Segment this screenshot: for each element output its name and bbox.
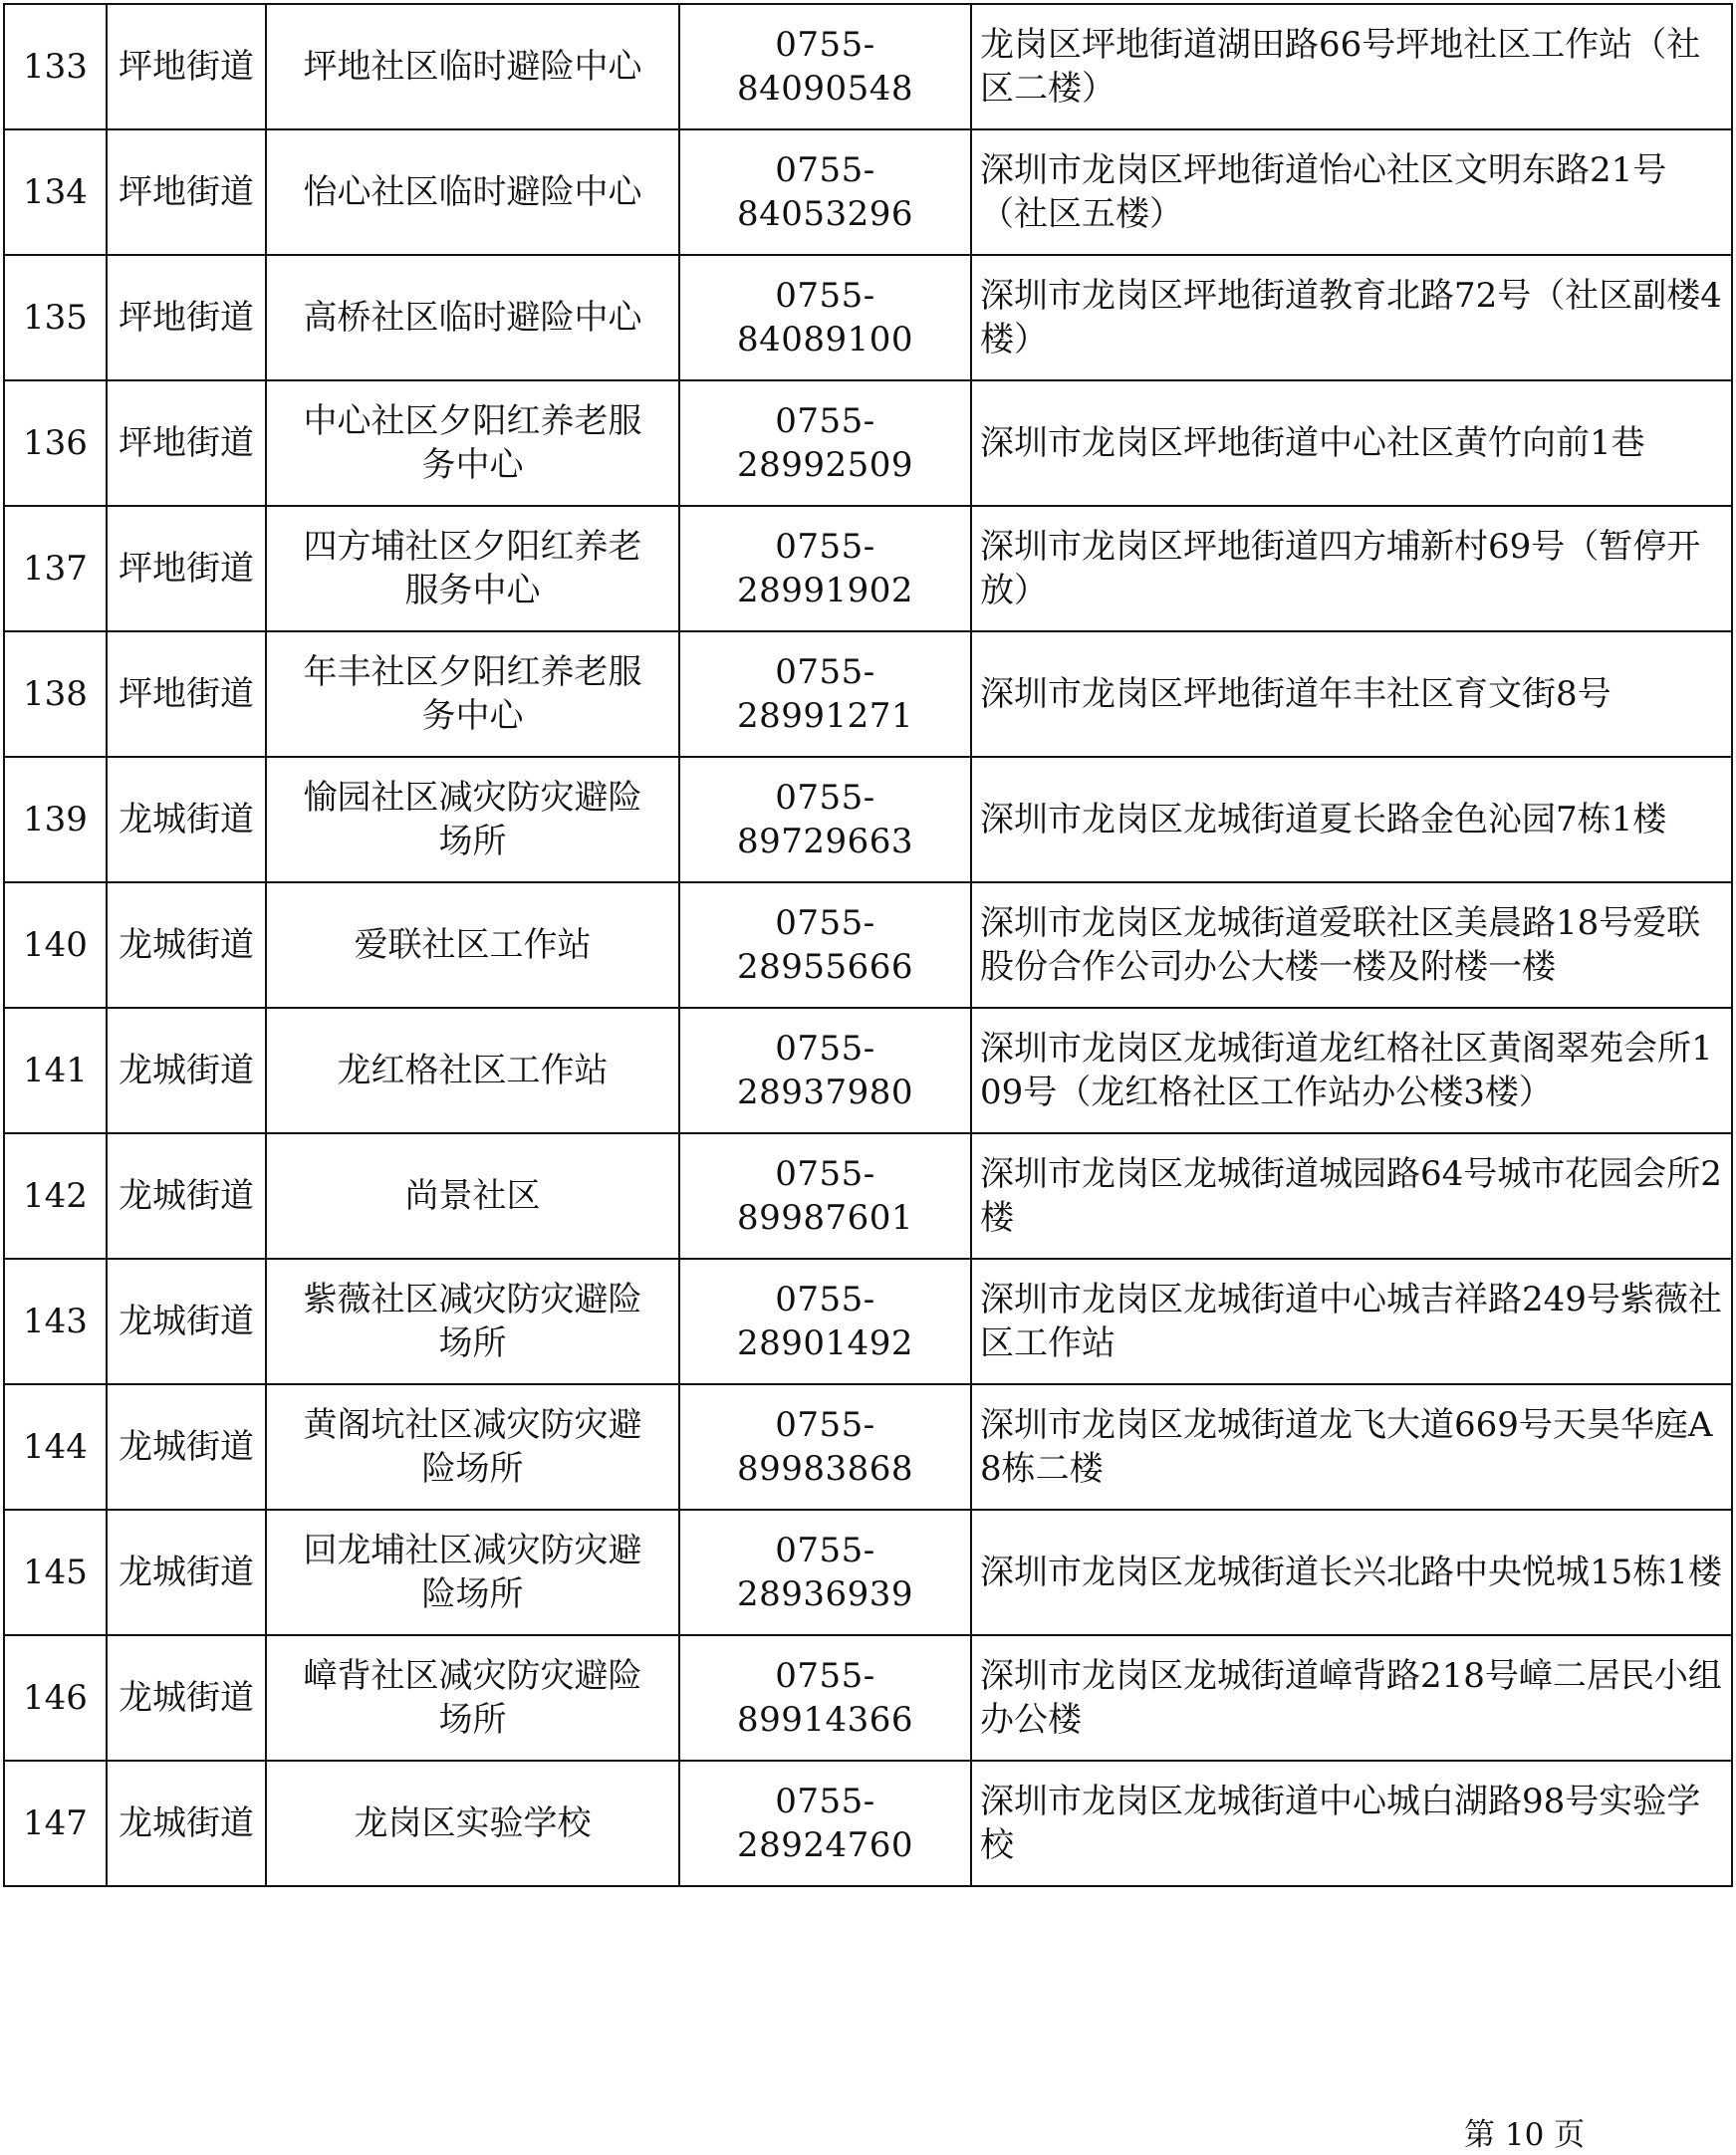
street-name: 龙城街道 xyxy=(107,1384,266,1510)
shelter-name-cell xyxy=(266,506,679,631)
street-name: 坪地街道 xyxy=(107,506,266,631)
shelter-table-body xyxy=(4,4,1732,1886)
address-cell xyxy=(971,1259,1732,1384)
street-name: 坪地街道 xyxy=(107,4,266,129)
address: 深圳市龙岗区坪地街道中心社区黄竹向前1巷 xyxy=(980,423,1645,463)
shelter-name-cell xyxy=(266,1259,679,1384)
street-name: 坪地街道 xyxy=(107,129,266,255)
shelter-name: 高桥社区临时避险中心 xyxy=(303,298,642,338)
address-cell xyxy=(971,631,1732,757)
street-name: 龙城街道 xyxy=(107,882,266,1008)
address-cell xyxy=(971,882,1732,1008)
address-cell xyxy=(971,1510,1732,1635)
row-number: 135 xyxy=(4,255,107,380)
shelter-name-cell xyxy=(266,4,679,129)
table-row xyxy=(4,1259,1732,1384)
address-cell xyxy=(971,129,1732,255)
row-number: 142 xyxy=(4,1133,107,1259)
address-cell xyxy=(971,4,1732,129)
address: 龙岗区坪地街道湖田路66号坪地社区工作站（社区二楼） xyxy=(980,25,1701,109)
address-cell xyxy=(971,1384,1732,1510)
row-number: 141 xyxy=(4,1008,107,1133)
shelter-name: 愉园社区减灾防灾避险场所 xyxy=(303,778,642,861)
phone-number: 0755-84053296 xyxy=(679,129,971,255)
shelter-name: 嶂背社区减灾防灾避险场所 xyxy=(303,1656,642,1740)
row-number: 138 xyxy=(4,631,107,757)
street-name: 龙城街道 xyxy=(107,1510,266,1635)
phone-number: 0755-89914366 xyxy=(679,1635,971,1761)
table-row xyxy=(4,1510,1732,1635)
table-row xyxy=(4,129,1732,255)
shelter-name-cell xyxy=(266,129,679,255)
row-number: 145 xyxy=(4,1510,107,1635)
shelter-name-cell xyxy=(266,1384,679,1510)
table-row xyxy=(4,1133,1732,1259)
row-number: 147 xyxy=(4,1761,107,1886)
phone-number: 0755-28991271 xyxy=(679,631,971,757)
street-name: 坪地街道 xyxy=(107,631,266,757)
shelter-name: 年丰社区夕阳红养老服务中心 xyxy=(303,652,642,736)
phone-number: 0755-28924760 xyxy=(679,1761,971,1886)
row-number: 144 xyxy=(4,1384,107,1510)
shelter-name: 尚景社区 xyxy=(404,1176,541,1216)
street-name: 龙城街道 xyxy=(107,1635,266,1761)
shelter-table xyxy=(3,3,1733,1887)
row-number: 137 xyxy=(4,506,107,631)
street-name: 龙城街道 xyxy=(107,757,266,882)
row-number: 140 xyxy=(4,882,107,1008)
table-row xyxy=(4,255,1732,380)
shelter-name-cell xyxy=(266,882,679,1008)
phone-number: 0755-28901492 xyxy=(679,1259,971,1384)
address: 深圳市龙岗区龙城街道中心城白湖路98号实验学校 xyxy=(980,1782,1701,1865)
table-row xyxy=(4,1384,1732,1510)
table-row xyxy=(4,1635,1732,1761)
address: 深圳市龙岗区坪地街道怡心社区文明东路21号（社区五楼） xyxy=(980,150,1667,234)
phone-number: 0755-28955666 xyxy=(679,882,971,1008)
phone-number: 0755-28936939 xyxy=(679,1510,971,1635)
shelter-name: 回龙埔社区减灾防灾避险场所 xyxy=(303,1531,642,1614)
street-name: 坪地街道 xyxy=(107,380,266,506)
page-number: 第 10 页 xyxy=(1464,2117,1586,2153)
shelter-name: 紫薇社区减灾防灾避险场所 xyxy=(303,1280,642,1363)
address: 深圳市龙岗区龙城街道爱联社区美晨路18号爱联股份合作公司办公大楼一楼及附楼一楼 xyxy=(980,903,1701,987)
shelter-name: 中心社区夕阳红养老服务中心 xyxy=(303,401,642,485)
phone-number: 0755-28992509 xyxy=(679,380,971,506)
table-row xyxy=(4,757,1732,882)
table-row xyxy=(4,380,1732,506)
address-cell xyxy=(971,380,1732,506)
address: 深圳市龙岗区龙城街道龙飞大道669号天昊华庭A8栋二楼 xyxy=(980,1405,1713,1489)
address-cell xyxy=(971,1133,1732,1259)
shelter-name-cell xyxy=(266,380,679,506)
address: 深圳市龙岗区龙城街道龙红格社区黄阁翠苑会所109号（龙红格社区工作站办公楼3楼） xyxy=(980,1029,1713,1112)
address: 深圳市龙岗区龙城街道夏长路金色沁园7栋1楼 xyxy=(980,800,1667,839)
address-cell xyxy=(971,1635,1732,1761)
shelter-name: 龙红格社区工作站 xyxy=(337,1051,609,1090)
shelter-name-cell xyxy=(266,1635,679,1761)
shelter-name-cell xyxy=(266,1510,679,1635)
address-cell xyxy=(971,506,1732,631)
table-row xyxy=(4,1761,1732,1886)
phone-number: 0755-84089100 xyxy=(679,255,971,380)
row-number: 143 xyxy=(4,1259,107,1384)
phone-number: 0755-28991902 xyxy=(679,506,971,631)
shelter-name-cell xyxy=(266,1133,679,1259)
shelter-name: 四方埔社区夕阳红养老服务中心 xyxy=(303,527,642,610)
address: 深圳市龙岗区龙城街道长兴北路中央悦城15栋1楼 xyxy=(980,1553,1722,1592)
shelter-name-cell xyxy=(266,1761,679,1886)
shelter-name-cell xyxy=(266,757,679,882)
table-row xyxy=(4,4,1732,129)
street-name: 龙城街道 xyxy=(107,1761,266,1886)
shelter-name: 黄阁坑社区减灾防灾避险场所 xyxy=(303,1405,642,1489)
shelter-name-cell xyxy=(266,1008,679,1133)
address: 深圳市龙岗区坪地街道四方埔新村69号（暂停开放） xyxy=(980,527,1701,610)
row-number: 139 xyxy=(4,757,107,882)
phone-number: 0755-89729663 xyxy=(679,757,971,882)
shelter-name: 龙岗区实验学校 xyxy=(354,1803,592,1843)
phone-number: 0755-84090548 xyxy=(679,4,971,129)
address: 深圳市龙岗区龙城街道中心城吉祥路249号紫薇社区工作站 xyxy=(980,1280,1722,1363)
address: 深圳市龙岗区坪地街道教育北路72号（社区副楼4楼） xyxy=(980,276,1722,359)
address-cell xyxy=(971,255,1732,380)
address-cell xyxy=(971,757,1732,882)
table-row xyxy=(4,631,1732,757)
row-number: 133 xyxy=(4,4,107,129)
table-row xyxy=(4,1008,1732,1133)
shelter-name: 爱联社区工作站 xyxy=(354,925,592,965)
street-name: 龙城街道 xyxy=(107,1259,266,1384)
table-row xyxy=(4,882,1732,1008)
address-cell xyxy=(971,1761,1732,1886)
address-cell xyxy=(971,1008,1732,1133)
phone-number: 0755-28937980 xyxy=(679,1008,971,1133)
row-number: 134 xyxy=(4,129,107,255)
street-name: 坪地街道 xyxy=(107,255,266,380)
shelter-name: 坪地社区临时避险中心 xyxy=(303,47,642,87)
street-name: 龙城街道 xyxy=(107,1008,266,1133)
phone-number: 0755-89987601 xyxy=(679,1133,971,1259)
address: 深圳市龙岗区龙城街道嶂背路218号嶂二居民小组办公楼 xyxy=(980,1656,1722,1740)
address: 深圳市龙岗区龙城街道城园路64号城市花园会所2楼 xyxy=(980,1154,1722,1238)
row-number: 146 xyxy=(4,1635,107,1761)
street-name: 龙城街道 xyxy=(107,1133,266,1259)
address: 深圳市龙岗区坪地街道年丰社区育文街8号 xyxy=(980,674,1612,714)
shelter-name: 怡心社区临时避险中心 xyxy=(303,172,642,212)
shelter-name-cell xyxy=(266,631,679,757)
table-row xyxy=(4,506,1732,631)
row-number: 136 xyxy=(4,380,107,506)
phone-number: 0755-89983868 xyxy=(679,1384,971,1510)
shelter-name-cell xyxy=(266,255,679,380)
